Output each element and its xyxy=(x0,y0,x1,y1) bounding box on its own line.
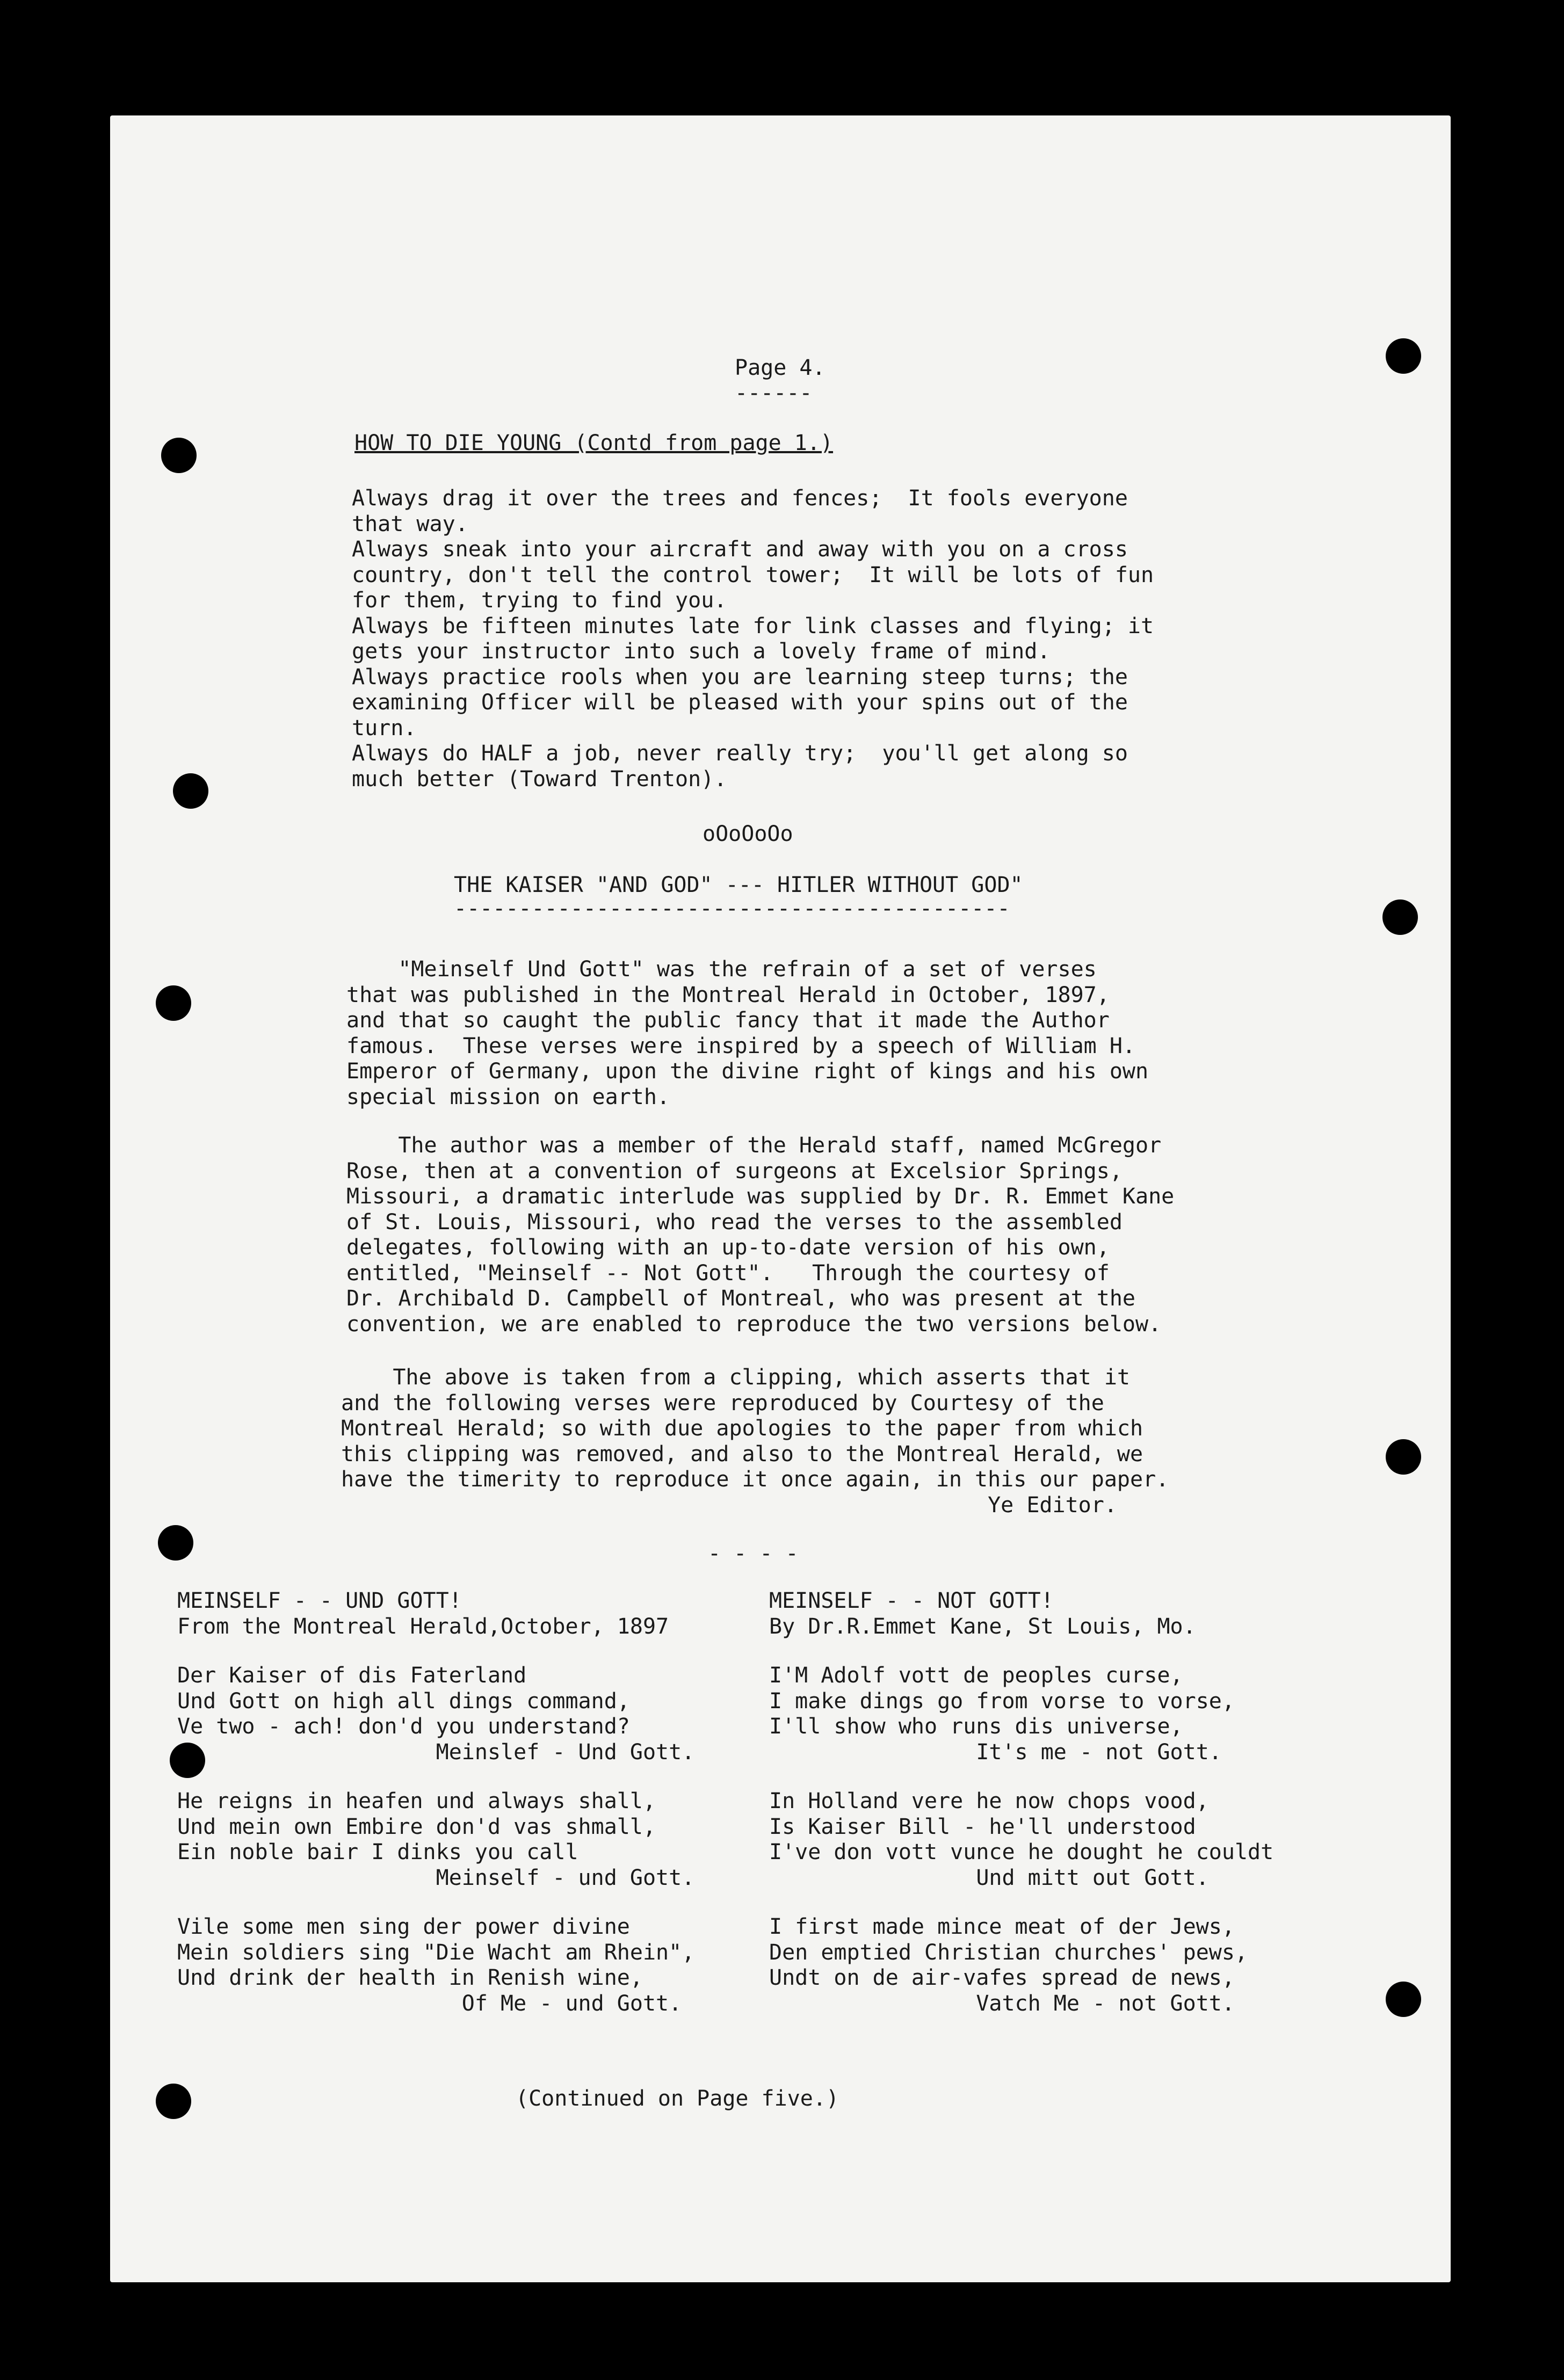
text-line: Emperor of Germany, upon the divine right of kings and his own xyxy=(346,1059,1149,1084)
page-number-rule: ------ xyxy=(735,381,813,405)
poem-meinself-und-gott xyxy=(177,1588,694,2016)
punch-hole-left-2 xyxy=(173,773,208,809)
verse-line: Und mein own Embire don'd vas shmall, xyxy=(177,1814,656,1839)
text-line: Always practice rools when you are learning steep turns; the xyxy=(352,664,1128,690)
section-how-to-die-young-body xyxy=(352,486,1154,792)
verse-line: Of Me - und Gott. xyxy=(177,1991,682,2016)
paragraph-author xyxy=(346,1133,1174,1337)
verse-line: I'M Adolf vott de peoples curse, xyxy=(769,1663,1183,1688)
separator-dashes: - - - - xyxy=(708,1541,799,1566)
text-line: entitled, "Meinself -- Not Gott". Through the courtesy of xyxy=(346,1260,1110,1286)
separator-ooo: oOoOoOo xyxy=(703,822,793,846)
verse-line: He reigns in heafen und always shall, xyxy=(177,1789,656,1813)
verse-line: Ve two - ach! don'd you understand? xyxy=(177,1714,630,1739)
punch-hole-right-2 xyxy=(1382,899,1418,935)
paragraph-intro xyxy=(346,957,1148,1110)
verse-line: I make dings go from vorse to vorse, xyxy=(769,1688,1235,1714)
punch-hole-right-3 xyxy=(1386,1439,1421,1475)
text-line: Always be fifteen minutes late for link classes and flying; it xyxy=(352,613,1154,638)
verse-line: Und mitt out Gott. xyxy=(769,1865,1209,1890)
text-line: for them, trying to find you. xyxy=(352,588,727,613)
poem-source: From the Montreal Herald,October, 1897 xyxy=(177,1614,669,1639)
verse-line: Vile some men sing der power divine xyxy=(177,1914,630,1939)
punch-hole-left-3 xyxy=(156,985,191,1021)
text-line: gets your instructor into such a lovely frame of mind. xyxy=(352,639,1051,664)
verse-line: It's me - not Gott. xyxy=(769,1739,1222,1765)
text-line: Always drag it over the trees and fences; It fools everyone xyxy=(352,486,1128,511)
verse-line: Undt on de air-vafes spread de news, xyxy=(769,1965,1235,1990)
punch-hole-right-4 xyxy=(1386,1982,1421,2017)
text-line: Montreal Herald; so with due apologies to the paper from which xyxy=(341,1416,1143,1441)
text-line: special mission on earth. xyxy=(346,1084,670,1109)
poem-meinself-not-gott xyxy=(769,1588,1273,2016)
text-line: much better (Toward Trenton). xyxy=(352,766,727,792)
verse-line: Vatch Me - not Gott. xyxy=(769,1991,1235,2016)
verse-line: I first made mince meat of der Jews, xyxy=(769,1914,1235,1939)
section-heading-how-to-die-young: HOW TO DIE YOUNG (Contd from page 1.) xyxy=(354,431,834,455)
text-line: The author was a member of the Herald staff, named McGregor xyxy=(346,1133,1162,1158)
verse-line: Is Kaiser Bill - he'll understood xyxy=(769,1814,1196,1839)
text-line: and the following verses were reproduced by Courtesy of the xyxy=(341,1390,1104,1416)
text-line: famous. These verses were inspired by a speech of William H. xyxy=(346,1033,1136,1058)
verse-line: Meinslef - Und Gott. xyxy=(177,1739,695,1765)
text-line editor-signature: Ye Editor. xyxy=(341,1492,1117,1518)
text-line: and that so caught the public fancy that it made the Author xyxy=(346,1008,1110,1033)
verse-line: I've don vott vunce he dought he couldt xyxy=(769,1840,1274,1864)
verse-line: I'll show who runs dis universe, xyxy=(769,1714,1183,1739)
text-line: turn. xyxy=(352,715,417,741)
poem-source: By Dr.R.Emmet Kane, St Louis, Mo. xyxy=(769,1614,1196,1639)
text-line: Always do HALF a job, never really try; you'll get along so xyxy=(352,741,1128,766)
punch-hole-left-4 xyxy=(158,1525,193,1561)
text-line: have the timerity to reproduce it once again, in this our paper. xyxy=(341,1467,1169,1492)
punch-hole-right-1 xyxy=(1386,338,1421,374)
poem-title: MEINSELF - - UND GOTT! xyxy=(177,1588,462,1613)
section-heading-rule: ------------------------------------------- xyxy=(454,896,1010,921)
text-line: delegates, following with an up-to-date version of his own, xyxy=(346,1235,1110,1260)
continued-note: (Continued on Page five.) xyxy=(516,2086,839,2111)
text-line: "Meinself Und Gott" was the refrain of a set of verses xyxy=(346,957,1097,982)
text-line: convention, we are enabled to reproduce the two versions below. xyxy=(346,1311,1162,1337)
text-line: Missouri, a dramatic interlude was supplied by Dr. R. Emmet Kane xyxy=(346,1184,1175,1209)
text-line: The above is taken from a clipping, which asserts that it xyxy=(341,1365,1131,1390)
verse-line: Und drink der health in Renish wine, xyxy=(177,1965,643,1990)
text-line: country, don't tell the control tower; It will be lots of fun xyxy=(352,562,1154,587)
text-line: this clipping was removed, and also to the Montreal Herald, we xyxy=(341,1441,1143,1467)
section-heading-kaiser-and-god: THE KAISER "AND GOD" --- HITLER WITHOUT GOD" xyxy=(454,873,1023,897)
verse-line: Der Kaiser of dis Faterland xyxy=(177,1663,527,1688)
verse-line: Und Gott on high all dings command, xyxy=(177,1688,630,1714)
poem-title: MEINSELF - - NOT GOTT! xyxy=(769,1588,1054,1613)
paragraph-clipping xyxy=(341,1365,1169,1518)
page-number: Page 4. xyxy=(735,355,826,380)
text-line: Rose, then at a convention of surgeons at Excelsior Springs, xyxy=(346,1158,1123,1184)
text-line: Always sneak into your aircraft and away with you on a cross xyxy=(352,537,1128,562)
text-line: Dr. Archibald D. Campbell of Montreal, who was present at the xyxy=(346,1286,1136,1311)
verse-line: Den emptied Christian churches' pews, xyxy=(769,1940,1248,1965)
verse-line: Mein soldiers sing "Die Wacht am Rhein", xyxy=(177,1940,695,1965)
punch-hole-left-6 xyxy=(156,2084,191,2119)
text-line: of St. Louis, Missouri, who read the verses to the assembled xyxy=(346,1209,1123,1235)
verse-line: Ein noble bair I dinks you call xyxy=(177,1840,578,1864)
verse-line: Meinself - und Gott. xyxy=(177,1865,695,1890)
text-line: that was published in the Montreal Herald in October, 1897, xyxy=(346,982,1110,1007)
verse-line: In Holland vere he now chops vood, xyxy=(769,1789,1209,1813)
text-line: examining Officer will be pleased with your spins out of the xyxy=(352,690,1128,715)
punch-hole-left-1 xyxy=(161,438,197,473)
text-line: that way. xyxy=(352,511,468,536)
